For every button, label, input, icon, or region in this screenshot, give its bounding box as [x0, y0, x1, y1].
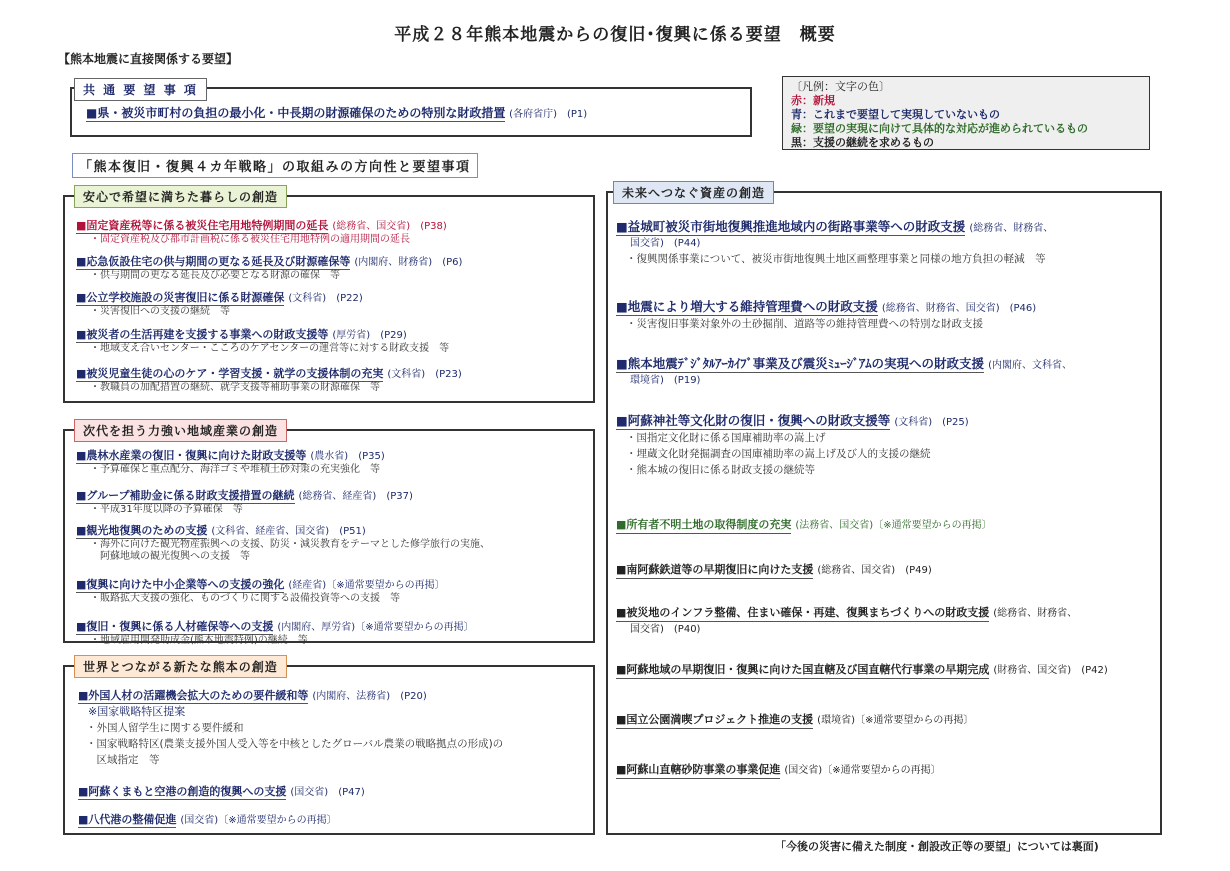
request-title: ■復旧・復興に係る人材確保等への支援	[76, 620, 274, 633]
request-detail: ・供与期間の更なる延長及び必要となる財源の確保 等	[90, 270, 340, 281]
request-headline	[616, 299, 1036, 316]
request-agency: (国交省) (P47)	[290, 787, 365, 798]
request-title: ■南阿蘇鉄道等の早期復旧に向けた支援	[616, 562, 813, 579]
common-request-agency: (各府省庁) (P1)	[509, 109, 588, 120]
request-title: ■国立公園満喫プロジェクト推進の支援	[616, 712, 813, 729]
request-item	[616, 662, 1108, 679]
request-agency: (財務省、国交省) (P42)	[993, 665, 1108, 676]
request-detail: ・埋蔵文化財発掘調査の国庫補助率の嵩上げ及び人的支援の継続	[626, 448, 931, 460]
request-agency: (総務省、財務省、	[993, 608, 1078, 619]
legend-green: 緑：要望の実現に向けて具体的な対応が進められているもの	[791, 122, 1088, 135]
section-secure-living-tab: 安心で希望に満ちた暮らしの創造	[74, 185, 287, 208]
request-detail: ・予算確保と重点配分、海洋ゴミや堆積土砂対策の充実強化 等	[90, 464, 380, 475]
request-title: ■阿蘇神社等文化財の復旧・復興への財政支援等	[616, 413, 891, 428]
request-headline	[76, 255, 462, 270]
request-title: ■熊本地震ﾃﾞｼﾞﾀﾙｱｰｶｲﾌﾞ事業及び震災ﾐｭｰｼﾞｱﾑの実現への財政支援	[616, 356, 985, 371]
request-headline	[76, 449, 385, 464]
request-item	[76, 291, 363, 318]
request-title: ■復興に向けた中小企業等への支援の強化	[76, 578, 285, 591]
request-item	[76, 489, 413, 516]
request-agency: (法務省、国交省)〔※通常要望からの再掲〕	[795, 520, 992, 531]
request-item	[76, 524, 490, 563]
request-detail: ・販路拡大支援の強化、ものづくりに関する設備投資等への支援 等	[90, 593, 400, 604]
request-agency: (文科省) (P25)	[894, 417, 969, 428]
color-legend	[782, 76, 1150, 150]
request-agency: (総務省、経産省) (P37)	[298, 491, 413, 502]
request-title: ■被災地のインフラ整備、住まい確保・再建、復興まちづくりへの財政支援	[616, 605, 989, 622]
request-headline	[616, 356, 1072, 373]
request-agency: (総務省、国交省) (P49)	[817, 565, 932, 576]
request-headline	[76, 291, 363, 306]
request-headline	[76, 328, 449, 343]
page-title: 平成２８年熊本地震からの復旧･復興に係る要望 概要	[394, 25, 836, 45]
request-title: ■応急仮設住宅の供与期間の更なる延長及び財源確保等	[76, 255, 351, 268]
request-title: ■阿蘇山直轄砂防事業の事業促進	[616, 762, 780, 779]
section-future-assets-tab: 未来へつなぐ資産の創造	[613, 181, 774, 204]
request-agency: (文科省) (P23)	[387, 369, 462, 380]
request-title: ■固定資産税等に係る被災住宅用地特例期間の延長	[76, 219, 329, 232]
request-headline	[76, 367, 462, 382]
section-global-kumamoto-tab: 世界とつながる新たな熊本の創造	[74, 655, 287, 678]
request-title: ■阿蘇くまもと空港の創造的復興への支援	[78, 785, 287, 798]
legend-blue: 青：これまで要望して実現していないもの	[791, 108, 1000, 121]
request-detail: ・地域支え合いセンター・こころのケアセンターの運営等に対する財政支援 等	[90, 343, 450, 354]
request-item	[616, 605, 1077, 637]
request-title: ■観光地復興のための支援	[76, 524, 208, 537]
request-headline	[76, 219, 447, 234]
strategy-heading: 「熊本復旧・復興４カ年戦略」の取組みの方向性と要望事項	[72, 153, 478, 178]
request-detail: ・復興関係事業について、被災市街地復興土地区画整理事業と同様の地方負担の軽減 等	[626, 253, 1046, 265]
request-item	[78, 785, 365, 800]
request-agency: (内閣府、文科省、	[988, 360, 1072, 371]
request-agency: (内閣府、厚労省)〔※通常要望からの再掲〕	[277, 622, 474, 633]
request-title: ■阿蘇地域の早期復旧・復興に向けた国直轄及び国直轄代行事業の早期完成	[616, 662, 989, 679]
request-item	[616, 517, 992, 534]
request-headline	[616, 712, 973, 729]
request-agency: (文科省、経産省、国交省) (P51)	[211, 526, 366, 537]
request-agency: (農水省) (P35)	[310, 451, 385, 462]
request-detail: ・災害復旧への支援の継続 等	[90, 306, 230, 317]
legend-black: 黒：支援の継続を求めるもの	[791, 136, 934, 149]
request-detail: ・教職員の加配措置の継続、就学支援等補助事業の財源確保 等	[90, 382, 380, 393]
request-item	[76, 219, 447, 246]
request-headline	[76, 489, 413, 504]
request-detail: 区域指定 等	[86, 754, 160, 766]
request-headline	[78, 785, 365, 800]
request-headline	[78, 689, 503, 704]
request-agency: (環境省)〔※通常要望からの再掲〕	[817, 715, 974, 726]
request-agency-cont: 国交省) (P44)	[630, 238, 701, 249]
request-agency: (内閣府、財務省) (P6)	[354, 257, 463, 268]
request-agency: (厚労省) (P29)	[332, 330, 407, 341]
request-detail: ・熊本城の復旧に係る財政支援の継続等	[626, 464, 815, 476]
request-item	[616, 356, 1072, 388]
section-regional-industry-tab: 次代を担う力強い地域産業の創造	[74, 419, 287, 442]
request-item	[78, 813, 337, 828]
request-detail: ・国指定文化財に係る国庫補助率の嵩上げ	[626, 432, 826, 444]
request-detail: ・平成31年度以降の予算確保 等	[90, 504, 243, 515]
request-item	[616, 219, 1053, 267]
request-detail: 阿蘇地域の観光復興への支援 等	[90, 551, 250, 562]
request-agency: (国交省)〔※通常要望からの再掲〕	[180, 815, 337, 826]
request-detail: ・災害復旧事業対象外の土砂掘削、道路等の維持管理費への特別な財政支援	[626, 318, 983, 330]
request-title: ■所有者不明土地の取得制度の充実	[616, 517, 791, 534]
request-title: ■八代港の整備促進	[78, 813, 177, 826]
request-title: ■被災児童生徒の心のケア・学習支援・就学の支援体制の充実	[76, 367, 384, 380]
request-title: ■グループ補助金に係る財政支援措置の継続	[76, 489, 295, 502]
request-item	[616, 562, 932, 579]
legend-red: 赤：新規	[791, 94, 835, 107]
request-agency: (文科省) (P22)	[288, 293, 363, 304]
request-item	[78, 689, 503, 768]
request-title: ■公立学校施設の災害復旧に係る財源確保	[76, 291, 285, 304]
request-title: ■益城町被災市街地復興推進地域内の街路事業等への財政支援	[616, 219, 966, 234]
request-item	[76, 449, 385, 476]
request-headline	[616, 517, 992, 534]
request-item	[616, 762, 941, 779]
request-item	[616, 712, 973, 729]
request-detail: ・国家戦略特区(農業支援外国人受入等を中核としたグローバル農業の戦略拠点の形成)の	[86, 738, 504, 750]
request-agency: (総務省、財務省、	[969, 223, 1054, 234]
request-title: ■被災者の生活再建を支援する事業への財政支援等	[76, 328, 329, 341]
common-request-text: ■県・被災市町村の負担の最小化・中長期の財源確保のための特別な財政措置	[86, 106, 506, 120]
request-detail: ・外国人留学生に関する要件緩和	[86, 722, 244, 734]
request-title: ■外国人材の活躍機会拡大のための要件緩和等	[78, 689, 309, 702]
request-item	[76, 328, 449, 355]
request-headline	[616, 562, 932, 579]
request-item	[616, 413, 969, 478]
request-headline	[616, 413, 969, 430]
footer-note: 「今後の災害に備えた制度・創設改正等の要望」については裏面)	[775, 840, 1099, 853]
request-headline	[76, 620, 474, 635]
request-item	[616, 299, 1036, 332]
request-agency: (総務省、財務省、国交省) (P46)	[881, 303, 1037, 314]
request-detail: ・海外に向けた観光物産振興への支援、防災・減災教育をテーマとした修学旅行の実施、	[90, 539, 490, 550]
request-headline	[616, 662, 1108, 679]
section-future-assets	[606, 191, 1162, 835]
request-detail: ※国家戦略特区提案	[88, 705, 186, 718]
request-agency: (総務省、国交省) (P38)	[332, 221, 447, 232]
request-detail: ・固定資産税及び都市計画税に係る被災住宅用地特例の適用期間の延長	[90, 234, 410, 245]
request-agency-cont: 国交省) (P40)	[630, 624, 701, 635]
common-request-tab: 共 通 要 望 事 項	[74, 78, 207, 101]
request-title: ■農林水産業の復旧・復興に向けた財政支援等	[76, 449, 307, 462]
request-title: ■地震により増大する維持管理費への財政支援	[616, 299, 878, 314]
request-item	[76, 578, 445, 605]
request-detail: ・地域雇用開発助成金(熊本地震特例)の継続 等	[90, 635, 308, 646]
request-headline	[616, 762, 941, 779]
legend-title: 〔凡例：文字の色〕	[791, 80, 890, 93]
request-headline	[76, 578, 445, 593]
request-agency: (内閣府、法務省) (P20)	[312, 691, 427, 702]
request-headline	[76, 524, 490, 539]
request-item	[76, 367, 462, 394]
request-headline	[616, 605, 1077, 622]
request-headline	[616, 219, 1053, 236]
direct-relation-note: 【熊本地震に直接関係する要望】	[58, 52, 239, 66]
request-headline	[78, 813, 337, 828]
request-agency-cont: 環境省) (P19)	[630, 375, 701, 386]
request-item	[76, 255, 462, 282]
common-request-item	[86, 107, 587, 122]
request-agency: (国交省)〔※通常要望からの再掲〕	[784, 765, 941, 776]
request-item	[76, 620, 474, 647]
request-agency: (経産省)〔※通常要望からの再掲〕	[288, 580, 445, 591]
